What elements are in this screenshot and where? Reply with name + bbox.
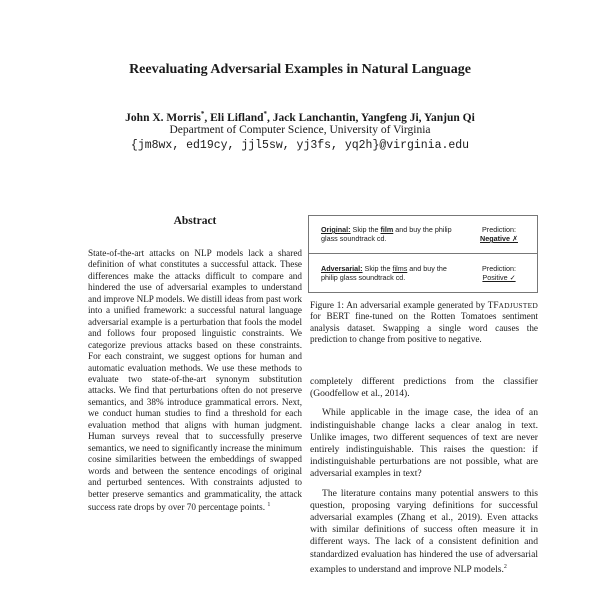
caption-text: Figure 1: An adversarial example generated by TF xyxy=(310,300,499,310)
affiliation: Department of Computer Science, University of Virginia xyxy=(169,124,431,136)
adversarial-prediction xyxy=(467,264,531,282)
author-1: John X. Morris xyxy=(125,111,201,124)
sentence-text: Skip the xyxy=(362,264,393,273)
equal-contribution-mark: * xyxy=(263,110,268,118)
original-word: film xyxy=(380,225,394,234)
prediction-label: Prediction: xyxy=(482,264,516,273)
figure-1-example-box xyxy=(308,215,538,293)
prediction-positive: Positive ✓ xyxy=(482,273,516,282)
author-separator: , xyxy=(267,111,273,124)
prediction-label: Prediction: xyxy=(482,225,516,234)
author-separator: , xyxy=(204,111,211,124)
figure-row-original xyxy=(309,216,537,254)
original-sentence xyxy=(321,225,459,243)
footnote-mark: 2 xyxy=(503,563,507,570)
sentence-text: and buy the philip glass soundtrack cd. xyxy=(321,264,447,282)
abstract-heading: Abstract xyxy=(173,215,217,227)
prediction-negative: Negative ✗ xyxy=(480,234,518,243)
paper-title: Reevaluating Adversarial Examples in Natural Language xyxy=(129,62,471,77)
body-text-right-column xyxy=(310,376,538,583)
footnote-mark: 1 xyxy=(267,501,271,508)
adversarial-sentence xyxy=(321,264,459,282)
adversarial-word: films xyxy=(392,264,408,273)
sentence-text: Skip the xyxy=(350,225,381,234)
caption-smallcaps: ADJUSTED xyxy=(498,301,538,310)
paragraph-3-text: The literature contains many potential answers to this question, proposing varying definitions for successful adversarial examples (Zhang et al., 2019). Even attacks with similar definitions of success often measure it in different ways. The lack of a consistent definition and standardized evaluation has hindered the use of adversarial examples to understand and improve NLP models. xyxy=(310,487,538,576)
paragraph-3 xyxy=(310,488,538,577)
original-label: Original: xyxy=(321,225,351,234)
figure-1-caption xyxy=(310,300,538,345)
author-list xyxy=(0,110,600,124)
abstract-text: State-of-the-art attacks on NLP models lack a shared definition of what constitutes a successful attack. These differences make the attacks difficult to compare and hindered the use of adversarial examples to understand and improve NLP models. We distill ideas from past work into a unified framework: a successful natural language adversarial example is a perturbation that fools the model and follows four proposed linguistic constraints. We categorize previous attacks based on these constraints. For each constraint, we suggest options for human and automatic evaluation methods. We use these methods to evaluate two state-of-the-art synonym substitution attacks. We find that perturbations often do not preserve semantics, and 38% introduce grammatical errors. Next, we conduct human studies to find a threshold for each evaluation method that aligns with human judgment. Human surveys reveal that to successfully preserve semantics, we need to significantly increase the minimum cosine similarities between the embeddings of swapped words and between the sentence encodings of original and perturbed sentences. With constraints adjusted to better preserve semantics and grammaticality, the attack success rate drops by over 70 percentage points. xyxy=(88,248,302,513)
paragraph-2: While applicable in the image case, the idea of an indistinguishable change lacks a clear analog in text. Unlike images, two different sequences of text are never entirely indistinguishable. This raises the question: if indistinguishable perturbations are not possible, what are adversarial examples in text? xyxy=(310,407,538,480)
caption-text: for BERT fine-tuned on the Rotten Tomatoes sentiment analysis dataset. Swapping a single word causes the prediction to change from positive to negative. xyxy=(310,311,538,344)
adversarial-label: Adversarial: xyxy=(321,264,363,273)
author-emails: {jm8wx, ed19cy, jjl5sw, yj3fs, yq2h}@virginia.edu xyxy=(130,139,470,152)
sentence-text: and buy the philip glass soundtrack cd. xyxy=(321,225,452,243)
original-prediction xyxy=(467,225,531,243)
equal-contribution-mark: * xyxy=(200,110,205,118)
paragraph-1: completely different predictions from the classifier (Goodfellow et al., 2014). xyxy=(310,376,538,400)
author-2: Eli Lifland xyxy=(210,111,264,124)
abstract-body xyxy=(88,248,302,513)
figure-row-adversarial xyxy=(309,255,537,293)
author-others: Jack Lanchantin, Yangfeng Ji, Yanjun Qi xyxy=(272,111,475,124)
